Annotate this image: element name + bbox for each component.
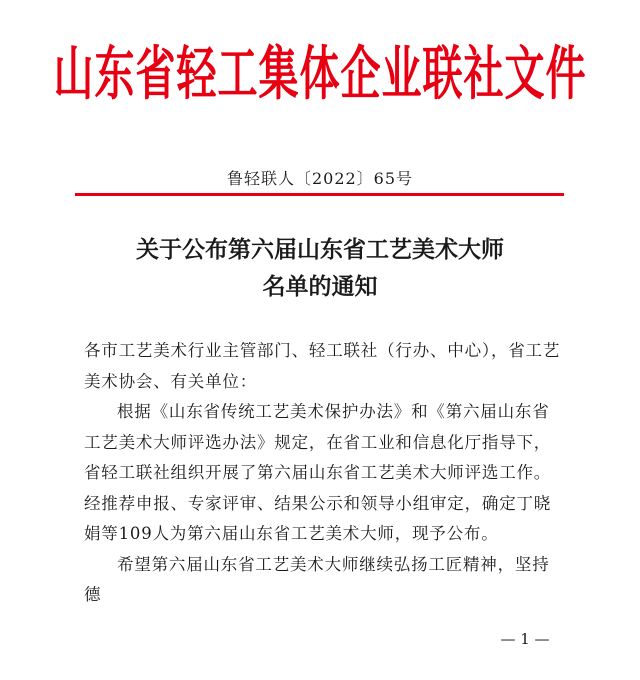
document-number: 鲁轻联人〔2022〕65号	[226, 169, 414, 188]
notice-title-line-2: 名单的通知	[262, 273, 378, 300]
notice-body	[84, 336, 564, 611]
masthead-title: 山东省轻工集体企业联社文件	[53, 39, 587, 108]
page-number: — 1 —	[500, 630, 550, 648]
body-paragraph-2: 希望第六届山东省工艺美术大师继续弘扬工匠精神，坚持德	[84, 554, 550, 604]
salutation: 各市工艺美术行业主管部门、轻工联社（行办、中心），省工艺美术协会、有关单位：	[84, 341, 561, 391]
body-paragraph-1: 根据《山东省传统工艺美术保护办法》和《第六届山东省工艺美术大师评选办法》规定，在省工业和信息化厅指导下，省轻工联社组织开展了第六届山东省工艺美术大师评选工作。经推荐申报、专家评审、结果公示和领导小组审定，确定丁晓娟等109人为第六届山东省工艺美术大师，现予公布。	[84, 402, 552, 543]
notice-title-line-1: 关于公布第六届山东省工艺美术大师	[136, 236, 504, 263]
notice-title	[0, 231, 640, 305]
red-divider-line	[75, 193, 564, 196]
